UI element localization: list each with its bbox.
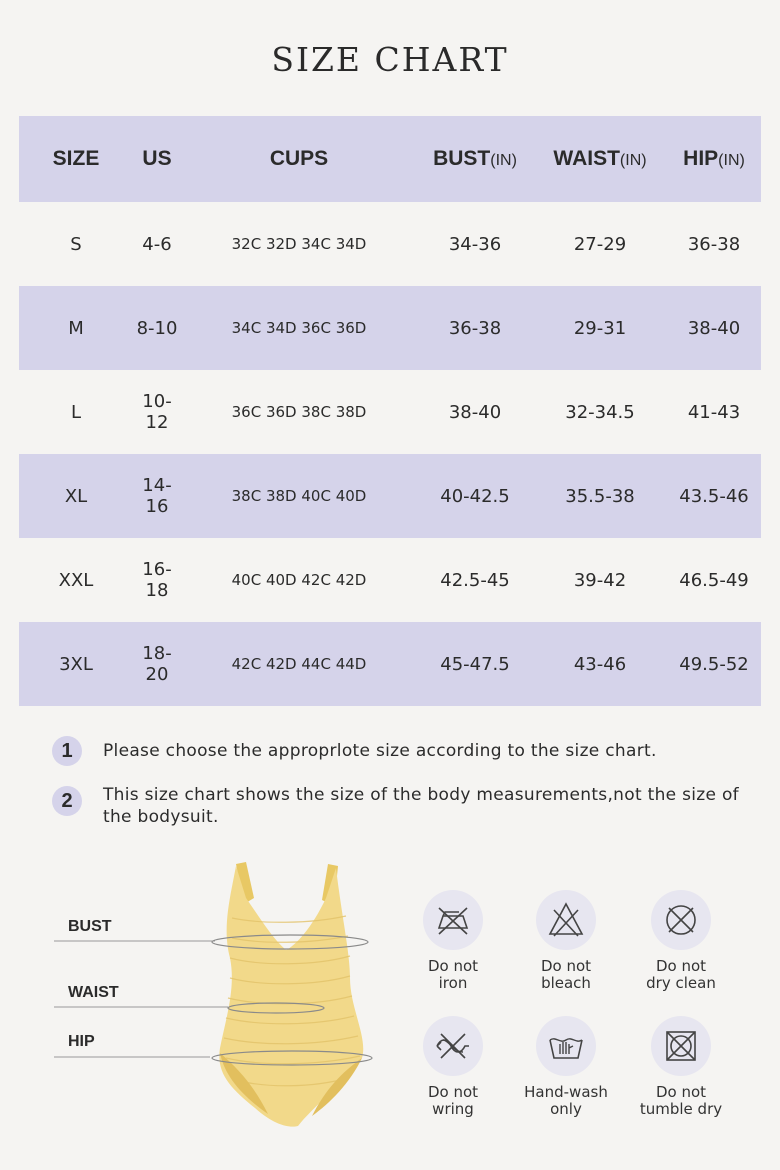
list-item [52,736,752,766]
cell-waist: 39-42 [573,569,627,591]
table-row [19,202,761,286]
cell-size: M [68,317,84,339]
cell-hip: 36-38 [687,233,741,255]
header-size: SIZE [52,147,100,170]
cell-waist: 43-46 [573,653,627,675]
size-table [19,116,761,706]
cell-cups: 38C 38D 40C 40D [231,487,367,505]
note-text: This size chart shows the size of the body measurements,not the size of the bodysuit. [103,785,739,827]
cell-us: 18-20 [142,643,172,685]
cell-waist: 27-29 [573,233,627,255]
table-row [19,622,761,706]
cell-cups: 40C 40D 42C 42D [231,571,367,589]
table-row [19,538,761,622]
cell-size: XXL [58,569,94,591]
care-item [398,890,508,992]
care-item [398,1016,508,1118]
page-title: SIZE CHART [271,40,509,79]
care-label: Do not tumble dry [639,1083,723,1118]
do-not-wring-icon [423,1016,483,1076]
cell-bust: 45-47.5 [440,653,510,675]
notes-list [52,736,752,848]
cell-us: 16-18 [142,559,172,601]
cell-us: 14-16 [142,475,172,517]
cell-bust: 40-42.5 [440,485,510,507]
care-label: Do not bleach [540,957,592,992]
care-item [626,890,736,992]
cell-cups: 32C 32D 34C 34D [231,235,367,253]
list-item [52,786,752,828]
care-label: Hand-wash only [524,1083,608,1118]
cell-size: L [70,401,82,423]
cell-hip: 46.5-49 [679,569,749,591]
cell-cups: 36C 36D 38C 38D [231,403,367,421]
cell-hip: 49.5-52 [679,653,749,675]
care-label: Do not wring [427,1083,479,1118]
table-row [19,454,761,538]
care-label: Do not dry clean [646,957,716,992]
cell-bust: 38-40 [448,401,502,423]
care-label: Do not iron [427,957,479,992]
header-waist: WAIST(IN) [553,147,647,170]
cell-size: 3XL [59,653,93,675]
cell-us: 10-12 [142,391,172,433]
table-row [19,286,761,370]
do-not-iron-icon [423,890,483,950]
cell-cups: 42C 42D 44C 44D [231,655,367,673]
cell-size: XL [64,485,88,507]
header-cups: CUPS [269,147,329,170]
note-number-badge: 2 [52,786,82,816]
cell-hip: 41-43 [687,401,741,423]
cell-us: 4-6 [142,233,172,255]
header-us: US [142,147,172,170]
cell-waist: 29-31 [573,317,627,339]
header-bust: BUST(IN) [433,147,517,170]
care-item [626,1016,736,1118]
do-not-tumble-dry-icon [651,1016,711,1076]
cell-hip: 38-40 [687,317,741,339]
note-number-badge: 1 [52,736,82,766]
hip-label: HIP [68,1033,95,1050]
cell-bust: 36-38 [448,317,502,339]
care-item [511,1016,621,1118]
cell-us: 8-10 [136,317,178,339]
header-hip: HIP(IN) [683,147,745,170]
table-row [19,370,761,454]
cell-size: S [70,233,82,255]
do-not-dry-clean-icon [651,890,711,950]
cell-bust: 42.5-45 [440,569,510,591]
care-item [511,890,621,992]
do-not-bleach-icon [536,890,596,950]
table-header-row [19,116,761,202]
waist-label: WAIST [68,984,119,1001]
cell-cups: 34C 34D 36C 36D [231,319,367,337]
cell-bust: 34-36 [448,233,502,255]
bust-label: BUST [68,918,112,935]
cell-waist: 32-34.5 [565,401,635,423]
cell-hip: 43.5-46 [679,485,749,507]
hand-wash-icon [536,1016,596,1076]
cell-waist: 35.5-38 [565,485,635,507]
measurement-figure [50,858,390,1138]
note-text: Please choose the approprlote size according to the size chart. [103,741,657,761]
